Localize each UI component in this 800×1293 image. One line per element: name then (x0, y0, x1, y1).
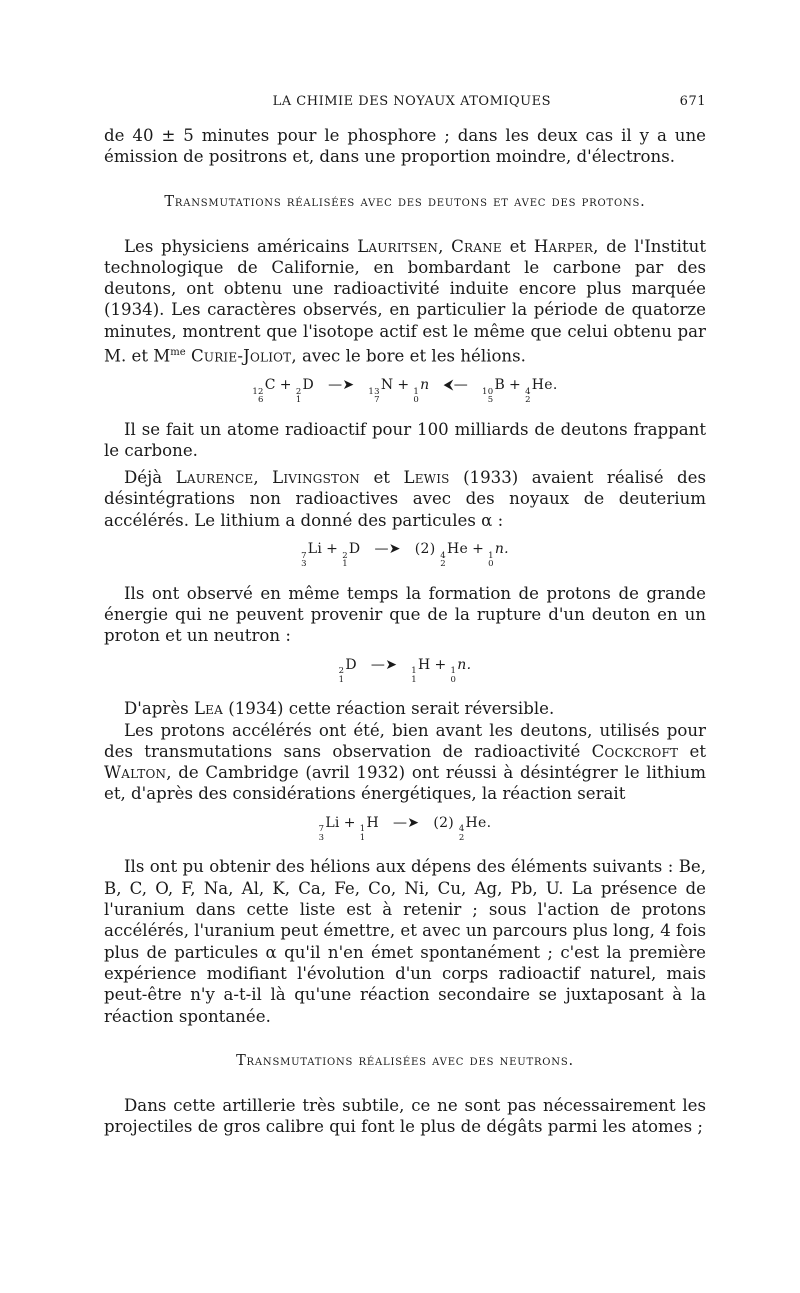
mass-number: 4 (458, 824, 465, 835)
element-symbol: He. (465, 814, 492, 831)
text-run: , (253, 468, 273, 488)
isotope-indices (319, 825, 325, 842)
author-name: Laurence (175, 468, 254, 488)
mass-number: 4 (525, 386, 531, 397)
isotope-indices (296, 388, 302, 405)
reaction-arrow-right: —➤ (392, 814, 420, 831)
mass-number: 2 (338, 666, 345, 677)
equation-lithium-deuton (104, 541, 706, 569)
plus-sign: + (472, 541, 485, 558)
plus-sign: + (434, 656, 447, 673)
author-name: Crane (451, 236, 502, 256)
paragraph-text: de 40 ± 5 minutes pour le phosphore ; dans les deux cas il y a une émission de positrons et, dans une proportion moindre, d'électrons. (104, 126, 706, 167)
mass-number: 2 (295, 386, 302, 397)
text-run: , de Cambridge (avril 1932) ont réussi à désintégrer le lithium et, d'après des considérations énergétiques, la réaction serait (104, 763, 706, 804)
text-run: et (359, 468, 404, 488)
reaction-arrow-right: —➤ (374, 541, 401, 558)
atomic-number: 7 (374, 395, 380, 406)
text-run: et (678, 741, 706, 761)
book-page (104, 94, 706, 1137)
element-symbol: Li (307, 541, 323, 558)
atomic-number: 2 (458, 832, 465, 843)
author-name: Walton (104, 763, 167, 783)
element-symbol: H (417, 656, 431, 673)
paragraph-protons-energy (104, 583, 706, 647)
plus-sign: + (326, 541, 339, 558)
plus-sign: + (343, 814, 356, 831)
isotope-indices (339, 667, 345, 684)
reaction-arrow-left: ⮜— (443, 376, 469, 393)
isotope-indices (451, 667, 457, 684)
isotope-indices (360, 825, 366, 842)
element-symbol: N (380, 376, 394, 393)
mass-number: 13 (368, 386, 380, 397)
text-run: , de l'Institut technologique de Californie, en bombardant le carbone par des deutons, ont obtenu une radioactivité induite encore plus marquée (1934). Les caractères observés, en particulier la période de quatorze minutes, montrent que l'isotope actif est le même que celui obtenu par M. et M (104, 236, 706, 366)
atomic-number: 2 (440, 559, 446, 570)
element-symbol: B (494, 376, 506, 393)
coefficient: (2) (414, 541, 436, 558)
paragraph-text: Ils ont observé en même temps la formation de protons de grande énergie qui ne peuvent provenir que de la rupture d'un deuton en un proton et un neutron : (104, 583, 706, 646)
mass-number: 7 (318, 824, 325, 835)
isotope-indices (368, 388, 379, 405)
atomic-number: 0 (413, 395, 420, 406)
isotope-indices (411, 667, 417, 684)
mass-number: 1 (413, 386, 420, 397)
page-number: 671 (679, 94, 706, 109)
element-symbol: He. (531, 376, 558, 393)
element-symbol: C (264, 376, 276, 393)
paragraph-continuation (104, 125, 706, 168)
author-name: Harper (533, 236, 594, 256)
plus-sign: + (279, 376, 292, 393)
author-name: Lewis (403, 468, 450, 488)
isotope-indices (342, 552, 348, 569)
atomic-number: 1 (295, 395, 302, 406)
element-symbol: He (447, 541, 469, 558)
text-run: , (438, 236, 452, 256)
atomic-number: 1 (342, 559, 348, 570)
equation-lithium-proton (104, 815, 706, 843)
author-name: Cockcroft (591, 741, 679, 761)
atomic-number: 1 (338, 674, 345, 685)
atomic-number: 1 (359, 832, 366, 843)
atomic-number: 1 (411, 674, 417, 685)
paragraph-lauritsen (104, 236, 706, 367)
author-name: Curie-Joliot (190, 346, 292, 366)
isotope-indices (301, 552, 307, 569)
paragraph-text: Dans cette artillerie très subtile, ce ne sont pas nécessairement les projectiles de gros calibre qui font le plus de dégâts parmi les atomes ; (104, 1095, 706, 1137)
isotope-indices (459, 825, 465, 842)
element-symbol: n. (457, 656, 472, 673)
paragraph-text: Il se fait un atome radioactif pour 100 milliards de deutons frappant le carbone. (104, 419, 706, 460)
mass-number: 7 (301, 550, 307, 561)
isotope-indices (413, 388, 419, 405)
atomic-number: 2 (525, 395, 531, 406)
mass-number: 1 (488, 550, 494, 561)
text-run: , avec le bore et les hélions. (291, 346, 526, 366)
isotope-indices (488, 552, 494, 569)
plus-sign: + (509, 376, 522, 393)
mass-number: 10 (482, 386, 494, 397)
author-name: Lauritsen (357, 236, 439, 256)
text-run: (1934) cette réaction serait réversible. (222, 699, 555, 719)
atomic-number: 6 (258, 395, 264, 406)
paragraph-laurence (104, 467, 706, 531)
mass-number: 2 (342, 550, 348, 561)
mass-number: 1 (359, 824, 366, 835)
text-run: Les protons accélérés ont été, bien avant les deutons, utilisés pour des transmutations sans observation de radioactivité (104, 720, 706, 761)
atomic-number: 0 (450, 674, 457, 685)
section-heading-deutons-protons: Transmutations réalisées avec des deutons et avec des protons. (164, 193, 646, 210)
paragraph-radioactive-atom (104, 419, 706, 462)
paragraph-lea (104, 698, 706, 719)
paragraph-text: Ils ont pu obtenir des hélions aux dépens des éléments suivants : Be, B, C, O, F, Na, Al, K, Ca, Fe, Co, Ni, Cu, Ag, Pb, U. La présence de l'uranium dans cette liste est à retenir ; sous l'action de protons accélérés, l'uranium peut émettre, et avec un parcours plus long, 4 fois plus de particules α qu'il n'en émet spontanément ; c'est la première expérience modifiant l'évolution d'un corps radioactif naturel, mais peut-être n'y a-t-il là qu'une réaction secondaire se juxtaposant à la réaction spontanée. (104, 857, 706, 1026)
text-run: D'après (124, 699, 194, 719)
atomic-number: 5 (487, 395, 494, 406)
paragraph-artillery (104, 1095, 706, 1138)
element-symbol: Li (325, 814, 340, 831)
plus-sign: + (397, 376, 410, 393)
text-run: et (501, 236, 534, 256)
superscript-me: me (170, 347, 186, 359)
element-symbol: n. (494, 541, 509, 558)
atomic-number: 3 (318, 832, 325, 843)
section-heading-neutrons: Transmutations réalisées avec des neutrons. (236, 1052, 574, 1069)
element-symbol: D (345, 656, 357, 673)
running-title: LA CHIMIE DES NOYAUX ATOMIQUES (272, 94, 552, 109)
mass-number: 1 (450, 666, 457, 677)
mass-number: 1 (411, 666, 417, 677)
equation-carbon-deuton (104, 377, 706, 405)
text-run: Déjà (124, 468, 176, 488)
equation-deuton-rupture (104, 657, 706, 685)
isotope-indices (482, 388, 493, 405)
element-symbol: D (348, 541, 361, 558)
mass-number: 12 (252, 386, 264, 397)
atomic-number: 0 (488, 559, 494, 570)
author-name: Livingston (272, 468, 360, 488)
author-name: Lea (193, 699, 223, 719)
element-symbol: D (302, 376, 315, 393)
paragraph-cockcroft-walton (104, 720, 706, 805)
reaction-arrow-right: —➤ (328, 376, 355, 393)
isotope-indices (440, 552, 446, 569)
element-symbol: n (420, 376, 430, 393)
reaction-arrow-right: —➤ (370, 656, 398, 673)
text-run: (1933) avaient réalisé des désintégrations non radioactives avec des noyaux de deuterium accélérés. Le lithium a donné des particules α : (104, 468, 706, 530)
isotope-indices (252, 388, 263, 405)
coefficient: (2) (433, 814, 455, 831)
text-run: Les physiciens américains (124, 236, 358, 256)
element-symbol: H (366, 814, 379, 831)
running-header (104, 94, 706, 109)
atomic-number: 3 (301, 559, 307, 570)
isotope-indices (525, 388, 531, 405)
mass-number: 4 (440, 550, 446, 561)
paragraph-helions (104, 856, 706, 1026)
